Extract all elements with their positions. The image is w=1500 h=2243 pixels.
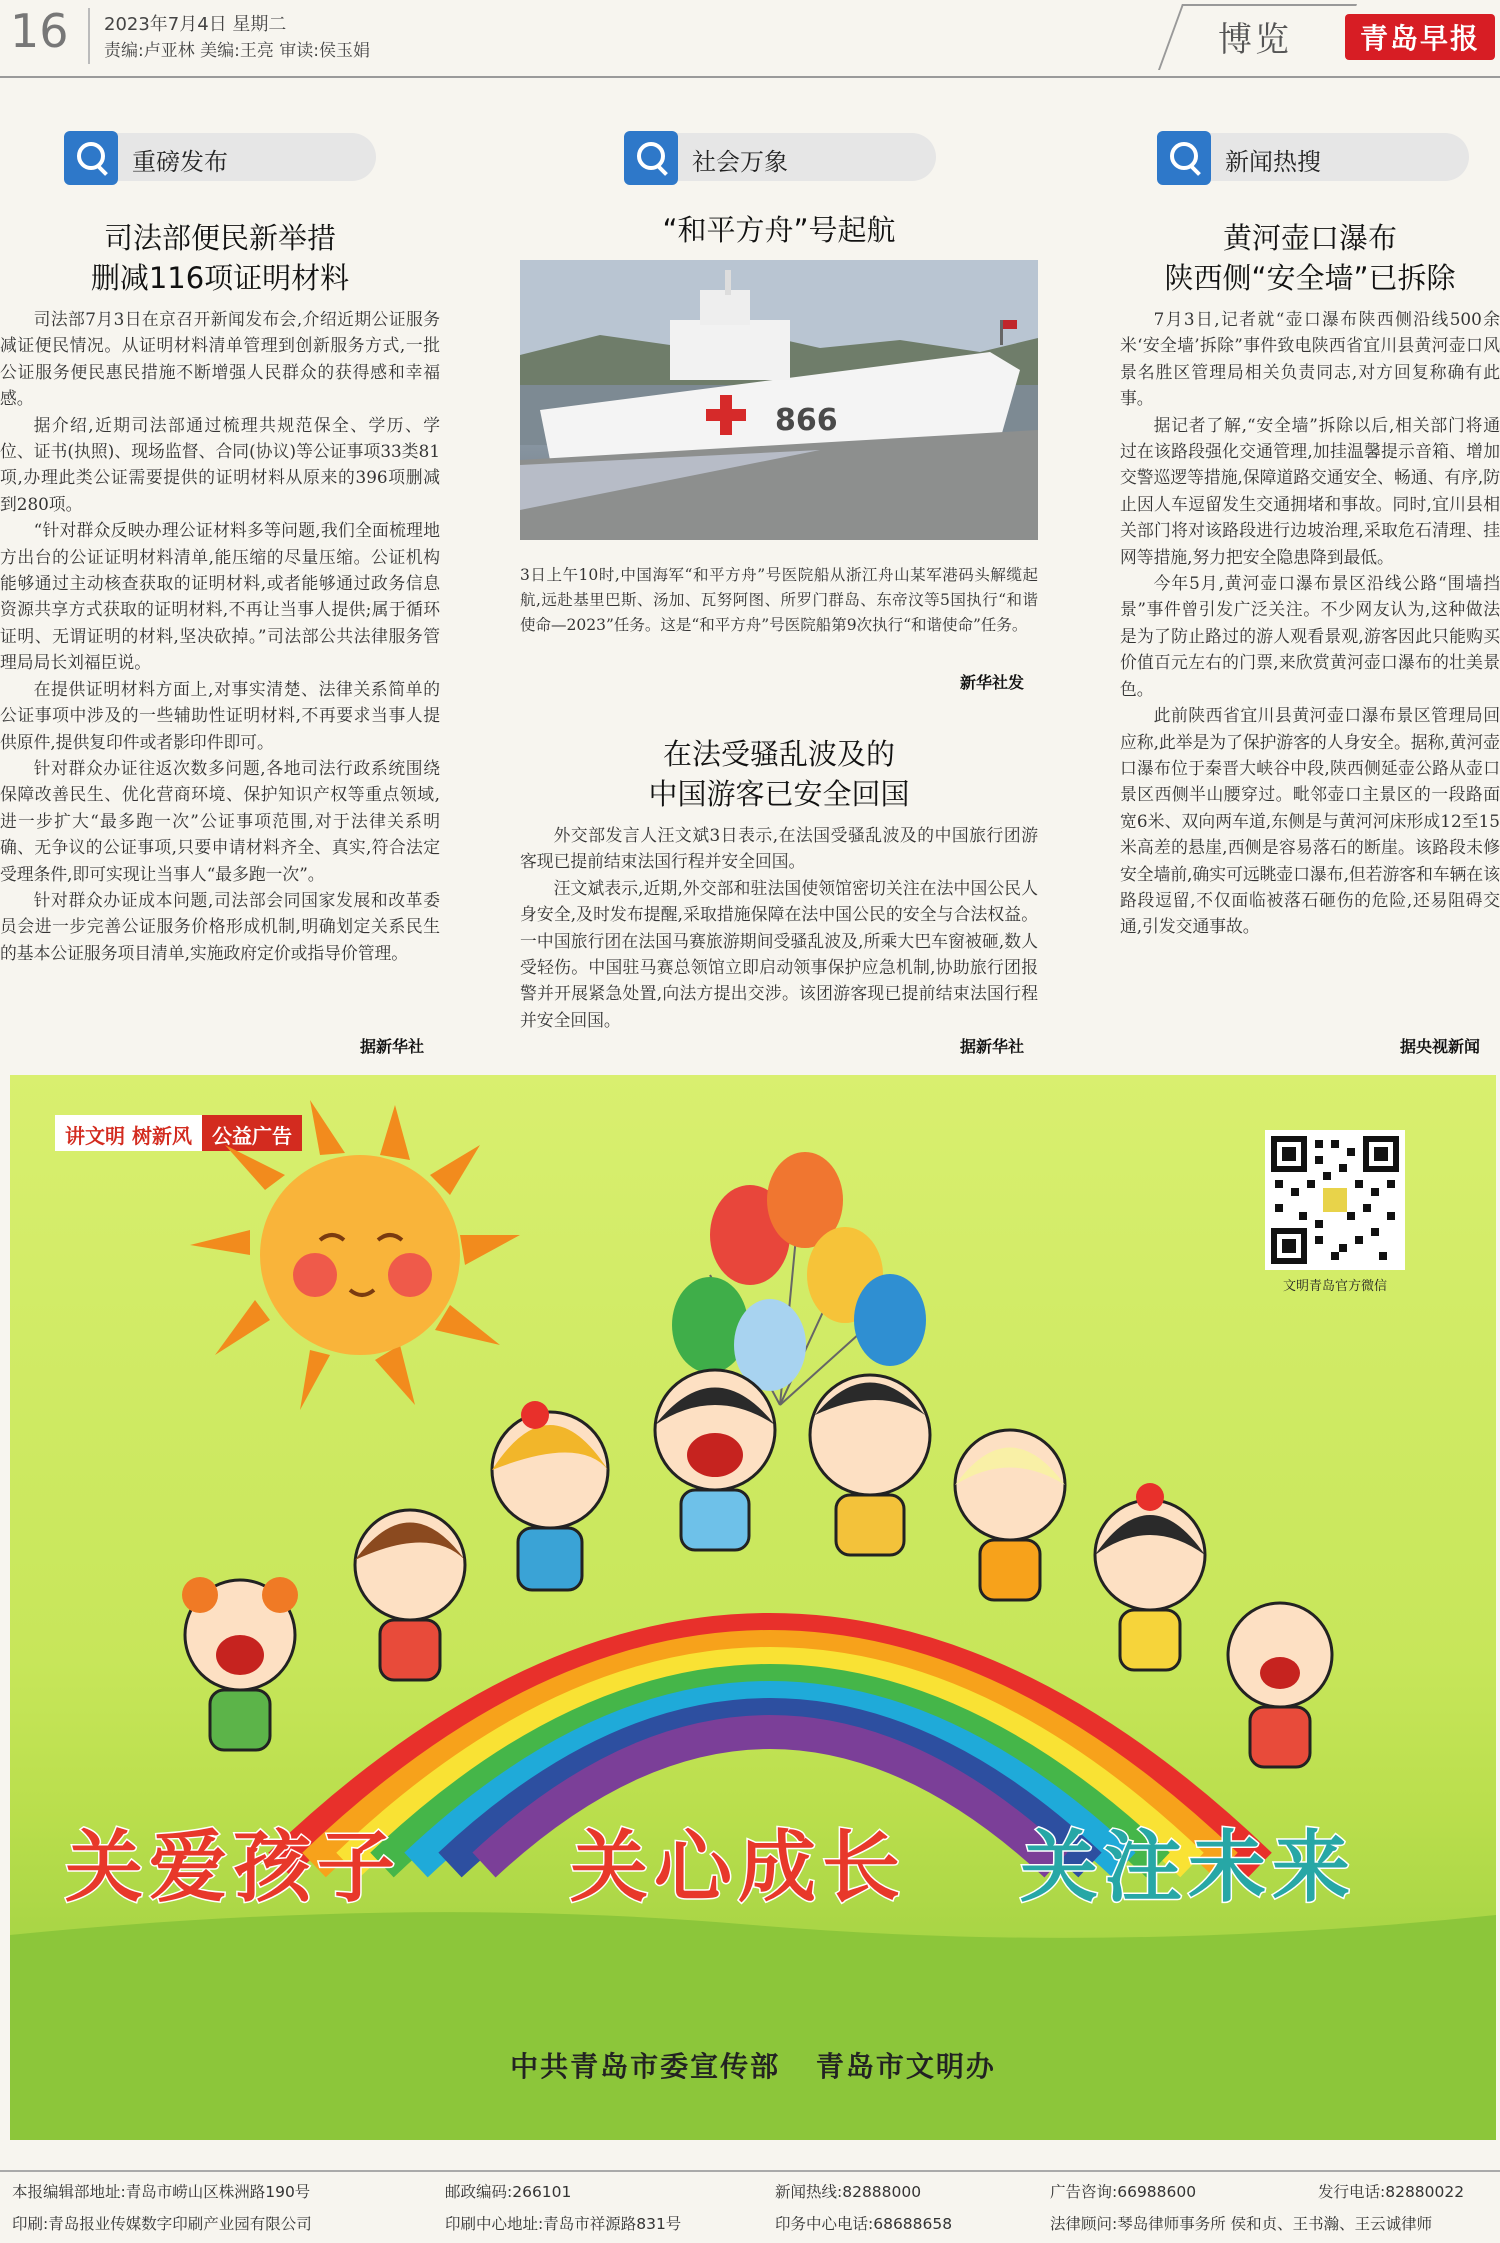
ad-illustration [10,1075,1496,2140]
footer-print-phone: 印务中心电话:68688658 [775,2215,953,2233]
article-body-middle [520,822,1038,1060]
footer-postcode: 邮政编码:266101 [445,2183,572,2201]
header-divider [88,8,90,64]
slogan-2: 关心成长 [570,1823,907,1913]
ad-sponsors [10,2045,1496,2085]
article-source: 据央视新闻 [1400,1037,1481,1056]
section-pill-middle [624,133,936,181]
headline-line: 黄河壶口瀑布 [1222,221,1397,255]
footer-ad-phone: 广告咨询:66988600 [1050,2183,1197,2201]
headline-left [0,218,440,298]
paragraph: 针对群众办证往返次数多问题,各地司法行政系统围绕保障改善民生、优化营商环境、保护知识产权等重点领域,进一步扩大“最多跑一次”公证事项范围,对于法律关系明确、无争议的公证事项,只要申请材料齐全、真实,符合法定受理条件,即可实现让当事人“最多跑一次”。 [0,757,440,884]
section-name: 博览 [1218,20,1292,60]
paragraph: 7月3日,记者就“壶口瀑布陕西侧沿线500余米‘安全墙’拆除”事件致电陕西省宜川县黄河壶口风景名胜区管理局相关负责同志,对方回复称确有此事。 [1120,309,1500,409]
editor-credits: 责编:卢亚林 美编:王亮 审读:侯玉娟 [104,41,370,61]
section-pill-right [1157,133,1469,181]
section-label: 社会万象 [692,148,788,176]
balloons-icon [672,1152,926,1405]
footer-print-address: 印刷中心地址:青岛市祥源路831号 [445,2215,682,2233]
article-source: 据新华社 [360,1037,425,1056]
search-icon [624,131,678,185]
ship-illustration [520,260,1038,540]
search-icon [1157,131,1211,185]
paragraph: 外交部发言人汪文斌3日表示,在法国受骚乱波及的中国旅行团游客现已提前结束法国行程并安全回国。 [520,825,1038,872]
newspaper-logo: 青岛早报 [1345,14,1495,60]
footer-address: 本报编辑部地址:青岛市崂山区株洲路190号 [12,2183,311,2201]
caption-text: 3日上午10时,中国海军“和平方舟”号医院船从浙江舟山某军港码头解缆起航,远赴基里巴斯、汤加、瓦努阿图、所罗门群岛、东帝汶等5国执行“和谐使命—2023”任务。这是“和平方舟”号医院船第9次执行“和谐使命”任务。 [520,566,1038,634]
paragraph: 此前陕西省宜川县黄河壶口瀑布景区管理局回应称,此举是为了保护游客的人身安全。据称,黄河壶口瀑布位于秦晋大峡谷中段,陕西侧延壶公路从壶口景区西侧半山腰穿过。毗邻壶口主景区的一段路面宽6米、双向两车道,东侧是与黄河河床形成12至15米高差的悬崖,西侧是容易落石的断崖。该路段未修安全墙前,确实可远眺壶口瀑布,但若游客和车辆在该路段逗留,不仅面临被落石砸伤的危险,还易阻碍交通,引发交通事故。 [1120,705,1500,937]
headline-middle: “和平方舟”号起航 [662,213,896,247]
headline-line: 删减116项证明材料 [90,261,350,295]
paragraph: 针对群众办证成本问题,司法部会同国家发展和改革委员会进一步完善公证服务价格形成机制,明确划定关系民生的基本公证服务项目清单,实施政府定价或指导价管理。 [0,889,440,963]
headline-line: 中国游客已安全回国 [648,777,910,811]
search-icon [64,131,118,185]
section-label: 新闻热搜 [1225,148,1321,176]
article-source: 据新华社 [960,1037,1025,1056]
page-number: 16 [10,4,69,58]
page-header [0,0,1500,78]
ad-tag-type: 公益广告 [202,1115,302,1151]
section-pill-left [64,133,376,181]
page-footer [0,2170,1500,2243]
issue-date: 2023年7月4日 星期二 [104,14,287,35]
paragraph: 在提供证明材料方面上,对事实清楚、法律关系简单的公证事项中涉及的一些辅助性证明材料,不再要求当事人提供原件,提供复印件或者影印件即可。 [0,678,440,752]
ad-tag-slogan: 讲文明 树新风 [55,1115,202,1151]
footer-printer: 印刷:青岛报业传媒数字印刷产业园有限公司 [12,2215,312,2233]
sponsor-2: 青岛市文明办 [815,2050,996,2083]
paragraph: 今年5月,黄河壶口瀑布景区沿线公路“围墙挡景”事件曾引发广泛关注。不少网友认为,这种做法是为了防止路过的游人观看景观,游客因此只能购买价值百元左右的门票,来欣赏黄河壶口瀑布的壮美景色。 [1120,573,1500,699]
slogan-1: 关爱孩子 [65,1823,402,1913]
article-body-left [0,306,440,1060]
headline-right [1120,218,1500,298]
paragraph: 据记者了解,“安全墙”拆除以后,相关部门将通过在该路段强化交通管理,加挂温馨提示音箱、增加交警巡逻等措施,保障道路交通安全、畅通、有序,防止因人车逗留发生交通拥堵和事故。同时,宜川县相关部门将对该路段进行边坡治理,采取危石清理、挂网等措施,努力把安全隐患降到最低。 [1120,414,1500,567]
sponsor-1: 中共青岛市委宣传部 [510,2050,781,2083]
hull-number: 866 [775,403,838,438]
article-body-right [1120,306,1500,1060]
hospital-ship-photo [520,260,1038,540]
paragraph: “针对群众反映办理公证材料多等问题,我们全面梳理地方出台的公证证明材料清单,能压缩的尽量压缩。公证机构能够通过主动核查获取的证明材料,或者能够通过政务信息资源共享方式获取的证明材料,不再让当事人提供;属于循环证明、无谓证明的材料,坚决砍掉。”司法部公共法律服务管理局局长刘福臣说。 [0,520,440,673]
qr-caption: 文明青岛官方微信 [1282,1279,1387,1294]
paragraph: 据介绍,近期司法部通过梳理共规范保全、学历、学位、证书(执照)、现场监督、合同(协议)等公证事项33类81项,办理此类公证需要提供的证明材料从原来的396项删减到280项。 [0,414,440,514]
footer-distribution-phone: 发行电话:82880022 [1318,2183,1465,2201]
photo-caption [520,563,1038,638]
slogan-3: 关注未来 [1020,1823,1357,1913]
headline-line: 司法部便民新举措 [103,221,336,255]
headline-middle-2 [520,734,1038,814]
public-service-ad [10,1075,1496,2140]
photo-source: 新华社发 [960,673,1025,692]
headline-line: 陕西侧“安全墙”已拆除 [1164,261,1456,295]
section-label: 重磅发布 [132,148,228,176]
footer-legal-counsel: 法律顾问:琴岛律师事务所 侯和贞、王书瀚、王云诚律师 [1050,2215,1433,2233]
footer-hotline: 新闻热线:82888000 [775,2183,922,2201]
headline-line: 在法受骚乱波及的 [662,737,895,771]
paragraph: 汪文斌表示,近期,外交部和驻法国使领馆密切关注在法中国公民人身安全,及时发布提醒,采取措施保障在法中国公民的安全与合法权益。一中国旅行团在法国马赛旅游期间受骚乱波及,所乘大巴车窗被砸,数人受轻伤。中国驻马赛总领馆立即启动领事保护应急机制,协助旅行团报警并开展紧急处置,向法方提出交涉。该团游客现已提前结束法国行程并安全回国。 [520,877,1038,1030]
sun-icon [190,1100,520,1410]
paragraph: 司法部7月3日在京召开新闻发布会,介绍近期公证服务减证便民情况。从证明材料清单管理到创新服务方式,一批公证服务便民惠民措施不断增强人民群众的获得感和幸福感。 [0,309,440,409]
